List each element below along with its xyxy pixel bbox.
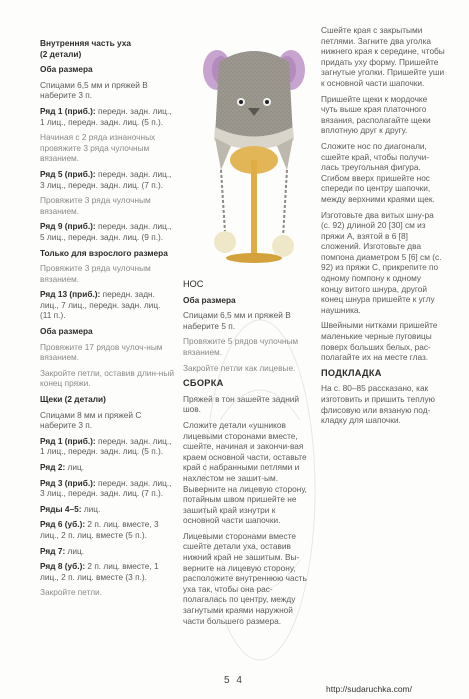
row-instruction: Ряд 7: лиц. bbox=[40, 545, 85, 556]
instruction-paragraph: Спицами 6,5 мм и пряжей В наберите 3 п. bbox=[40, 79, 148, 101]
instruction-paragraph: Спицами 6,5 мм и пряжей В наберите 5 п. bbox=[183, 310, 291, 331]
row-instruction: Ряд 1 (приб.): передн. задн. лиц., 1 лиц., передн. задн. лиц. (5 п.). bbox=[40, 435, 172, 457]
row-instruction: Ряд 13 (приб.): передн. задн. лиц., 7 лиц., передн. задн. лиц. (11 п.). bbox=[40, 289, 161, 321]
page-number: 5 4 bbox=[224, 675, 244, 686]
instruction-paragraph: Лицевыми сторонами вместе сшейте детали уха, оставив нижний край не зашитым. Вы-верните на лицевую сторону, расположите внутреннюю часть уха так, чтобы она рас-полагалась по центру, между загнутыми краями наружной части большего размера. bbox=[183, 530, 307, 626]
row-instruction: Ряд 9 (приб.): передн. задн. лиц., 5 лиц., передн. задн. лиц. (9 п.). bbox=[40, 221, 172, 242]
site-watermark: http://sudaruchka.com/ bbox=[326, 684, 412, 694]
column-right bbox=[321, 25, 445, 431]
column-middle bbox=[183, 279, 311, 631]
column-left bbox=[40, 38, 174, 603]
instruction-paragraph: Закройте петли как лицевые. bbox=[183, 362, 296, 373]
instruction-paragraph: Спицами 8 мм и пряжей С наберите 3 п. bbox=[40, 409, 142, 431]
row-instruction: Ряд 3 (приб.): передн. задн. лиц., 3 лиц., передн. задн. лиц. (7 п.). bbox=[40, 477, 172, 499]
row-instruction: Ряд 5 (приб.): передн. задн. лиц., 3 лиц., передн. задн. лиц. (7 п.). bbox=[40, 168, 172, 190]
hat-photo bbox=[195, 42, 313, 270]
instruction-paragraph: Изготовьте два витых шну-ра (с. 92) длиной 20 [30] см из пряжи А, взятой в 6 [8] сложений. Изготовьте два помпона диаметром 5 [6] см (с. 92) из пряжи С, прикрепите по одному помпону к одному концу витого шнура, другой конец шнура пришейте к углу наушника. bbox=[321, 209, 442, 315]
row-instruction: Ряд 6 (уб.): 2 п. лиц. вместе, 3 лиц., 2 п. лиц. вместе (5 п.). bbox=[40, 519, 159, 540]
instruction-paragraph: Сложите детали «ушников лицевыми сторонами вместе, сшейте, начиная и закончи-вая краем основной части, оставьте край с набранными петлями и нахлестом не зашит-ым. Выверните на лицевую сторону, потайным швом пришейте не зашитый край изнутри к основной части шапочки. bbox=[183, 419, 307, 526]
row-instruction: Ряд 8 (уб.): 2 п. лиц. вместе, 1 лиц., 2 п. лиц. вместе (3 п.). bbox=[40, 561, 159, 582]
row-instruction: Ряд 1 (приб.): передн. задн. лиц., 1 лиц., передн. задн. лиц. (5 п.). bbox=[40, 105, 172, 127]
section-heading-cheeks: Щеки (2 детали) bbox=[40, 394, 106, 405]
instruction-paragraph: Провяжите 3 ряда чулочным вязанием. bbox=[40, 263, 151, 284]
instruction-paragraph: Сшейте края с закрытыми петлями. Загните два уголка нижнего края к середине, чтобы придать уху форму. Пришейте загнутые уголки. Пришейте уши к основной части шапочки. bbox=[321, 25, 445, 88]
instruction-paragraph: Сложите нос по диагонали, сшейте край, чтобы получи-лась треугольная фигура. Сгибом вверх пришейте нос спереди по центру шапочки, между верхними краями щек. bbox=[321, 140, 435, 204]
subheading-both-sizes: Оба размера bbox=[40, 326, 93, 337]
subheading-adult-only: Только для взрослого размера bbox=[40, 247, 168, 258]
section-heading-lining: ПОДКЛАДКА bbox=[321, 367, 382, 378]
row-instruction: Ряды 4–5: лиц. bbox=[40, 503, 101, 514]
instruction-paragraph: Провяжите 3 ряда чулочным вязанием. bbox=[40, 195, 151, 216]
instruction-paragraph: Закройте петли. bbox=[40, 587, 102, 598]
instruction-paragraph: Начиная с 2 ряда изнаночных провяжите 3 ряда чулочным вязанием. bbox=[40, 132, 156, 164]
subheading-both-sizes: Оба размера bbox=[183, 294, 236, 305]
instruction-paragraph: Провяжите 5 рядов чулочным вязанием. bbox=[183, 336, 299, 357]
instruction-paragraph: Провяжите 17 рядов чулоч-ным вязанием. bbox=[40, 341, 163, 363]
instruction-paragraph: Швейными нитками пришейте маленькие черные пуговицы поверх больших белых, рас-полагайте их на месте глаз. bbox=[321, 320, 438, 363]
section-heading-assembly: СБОРКА bbox=[183, 378, 224, 389]
instruction-paragraph: Закройте петли, оставив длин-ный конец пряжи. bbox=[40, 367, 174, 389]
section-heading-inner-ear: Внутренняя часть уха (2 детали) bbox=[40, 38, 131, 59]
instruction-paragraph: На с. 80–85 рассказано, как изготовить и пришить теплую флисовую или вязаную под-кладку для шапочки. bbox=[321, 383, 435, 426]
subheading-both-sizes: Оба размера bbox=[40, 64, 93, 75]
instruction-paragraph: Пришейте щеки к мордочке чуть выше края платочного вязания, располагайте щеки вплотную друг к другу. bbox=[321, 93, 431, 136]
section-heading-nose: НОС bbox=[183, 279, 204, 289]
row-instruction: Ряд 2: лиц. bbox=[40, 462, 85, 472]
instruction-paragraph: Пряжей в тон зашейте задний шов. bbox=[183, 393, 300, 415]
